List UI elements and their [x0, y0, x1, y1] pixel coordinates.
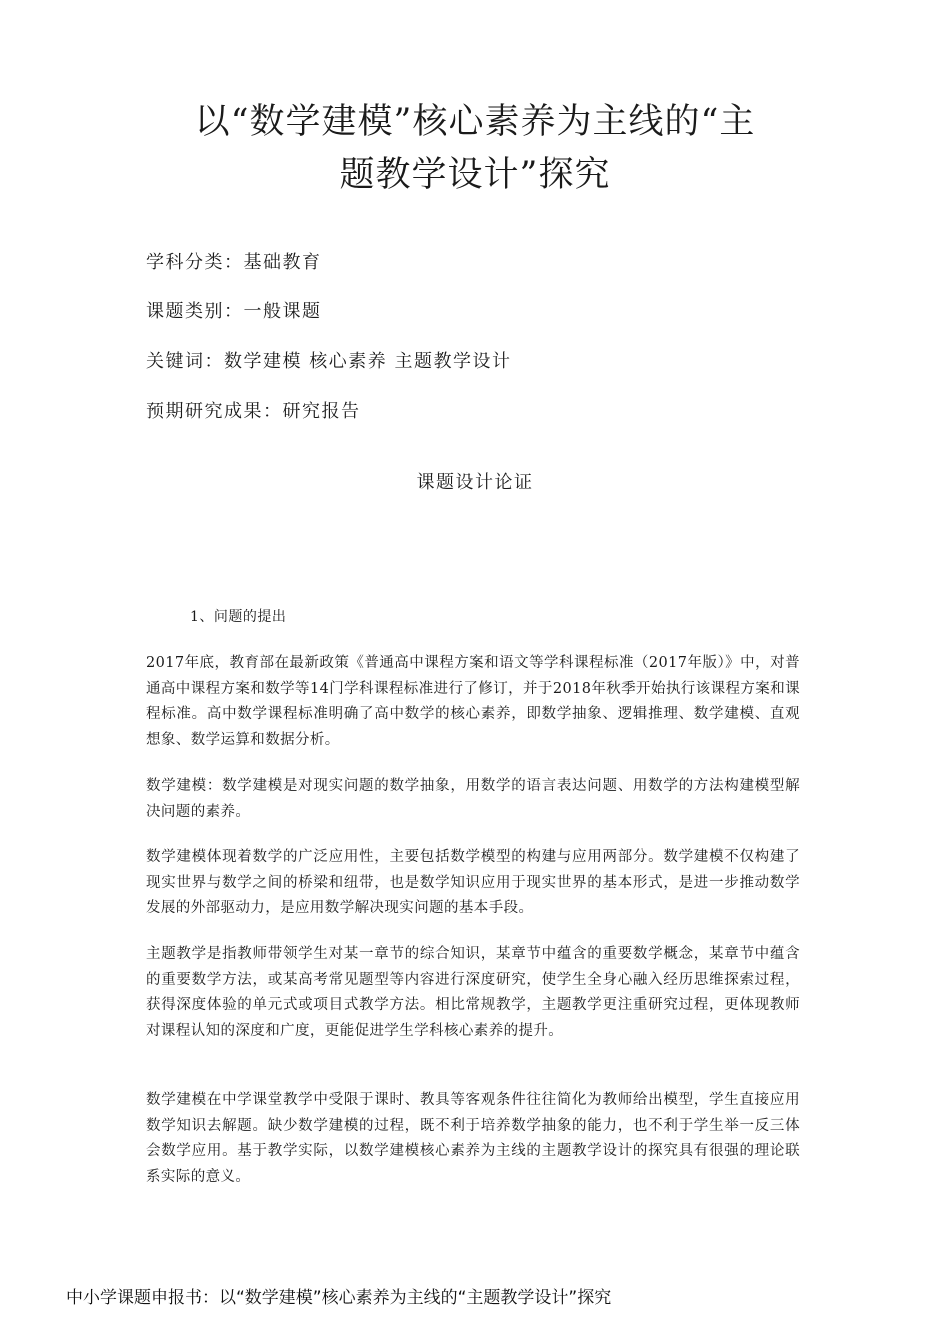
paragraph: 数学建模在中学课堂教学中受限于课时、教具等客观条件往往简化为教师给出模型，学生直接应用数学知识去解题。缺少数学建模的过程，既不利于培养数学抽象的能力，也不利于学生举一反三体会数学应用。基于教学实际，以数学建模核心素养为主线的主题教学设计的探究具有很强的理论联系实际的意义。 [146, 1092, 800, 1185]
meta-value: 基础教育 [243, 252, 322, 273]
meta-subject-category [146, 248, 322, 274]
meta-label: 学科分类： [146, 252, 244, 273]
meta-value: 研究报告 [282, 401, 361, 422]
title-line-2: 题教学设计”探究 [339, 155, 611, 195]
meta-value: 一般课题 [243, 301, 322, 322]
meta-label: 预期研究成果： [146, 401, 283, 422]
title-line-1: 以“数学建模”核心素养为主线的“主 [194, 102, 756, 142]
section-title: 课题设计论证 [416, 472, 534, 493]
paragraph: 数学建模：数学建模是对现实问题的数学抽象，用数学的语言表达问题、用数学的方法构建模型解决问题的素养。 [146, 778, 800, 820]
meta-label: 关键词： [146, 351, 224, 372]
paragraph: 主题教学是指教师带领学生对某一章节的综合知识，某章节中蕴含的重要数学概念，某章节中蕴含的重要数学方法，或某高考常见题型等内容进行深度研究，使学生全身心融入经历思维探索过程，获得深度体验的单元式或项目式教学方法。相比常规教学，主题教学更注重研究过程，更体现教师对课程认知的深度和广度，更能促进学生学科核心素养的提升。 [146, 946, 800, 1039]
paragraph: 2017年底，教育部在最新政策《普通高中课程方案和语文等学科课程标准（2017年版）》中，对普通高中课程方案和数学等14门学科课程标准进行了修订，并于2018年秋季开始执行该课程方案和课程标准。高中数学课程标准明确了高中数学的核心素养，即数学抽象、逻辑推理、数学建模、直观想象、数学运算和数据分析。 [146, 655, 800, 748]
meta-value: 数学建模 核心素养 主题教学设计 [224, 351, 512, 372]
footer-caption: 中小学课题申报书：以“数学建模”核心素养为主线的“主题教学设计”探究 [66, 1288, 612, 1308]
meta-keywords [146, 347, 511, 373]
meta-expected-outcome [146, 397, 361, 423]
subheading: 1、问题的提出 [190, 609, 287, 625]
meta-label: 课题类别： [146, 301, 244, 322]
meta-project-type [146, 297, 322, 323]
paragraph: 数学建模体现着数学的广泛应用性，主要包括数学模型的构建与应用两部分。数学建模不仅构建了现实世界与数学之间的桥梁和纽带，也是数学知识应用于现实世界的基本形式，是进一步推动数学发展的外部驱动力，是应用数学解决现实问题的基本手段。 [146, 849, 800, 916]
document-title [110, 96, 840, 202]
